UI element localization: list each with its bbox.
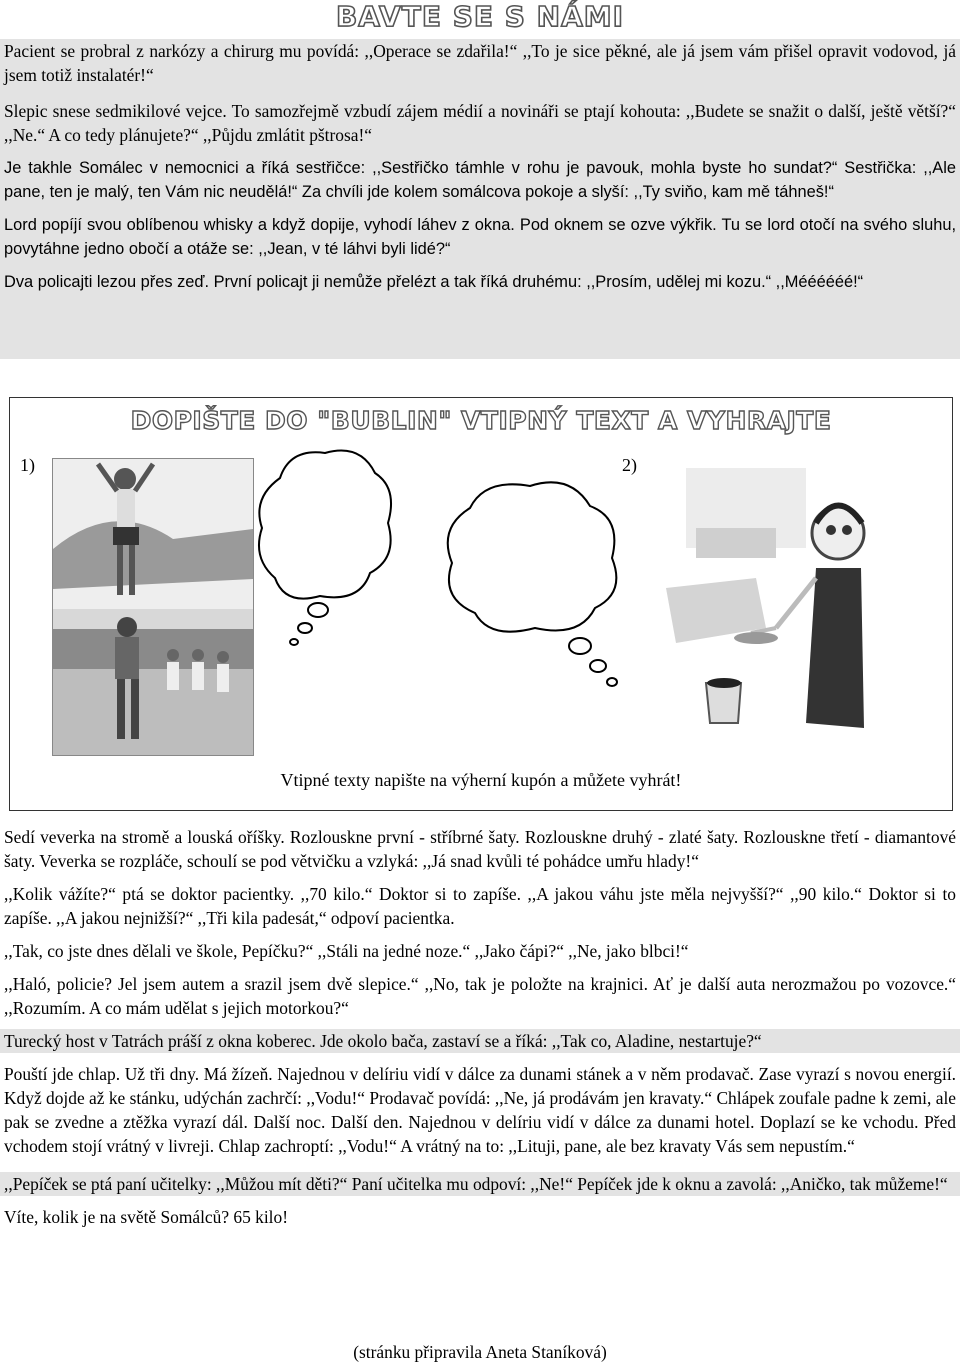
thought-bubble-2 xyxy=(430,468,630,698)
joke-policie-slepice: ,,Haló, policie? Jel jsem autem a srazil jsem dvě slepice.“ ,,No, tak je položte na krajnici. Ať je další auta nerozmažou po vozovce.“ ,,Rozumím. A co mám udělat s jejich motorkou?“ xyxy=(4,974,956,1018)
joke-pepicek-skola: ,,Tak, co jste dnes dělali ve škole, Pepíčku?“ ,,Stáli na jedné noze.“ ,,Jako čápi?“ ,,Ne, jako blbci!“ xyxy=(4,941,689,961)
contest-title: DOPIŠTE DO "BUBLIN" VTIPNÝ TEXT A VYHRAJTE xyxy=(130,406,832,435)
joke-turecky-host: Turecký host v Tatrách práší z okna koberec. Jde okolo bača, zastaví se a říká: ,,Tak co, Aladine, nestartuje?“ xyxy=(0,1029,960,1053)
joke-veverka: Sedí veverka na stromě a louská oříšky. Rozlouskne první - stříbrné šaty. Rozlouskne druhý - zlaté šaty. Rozlouskne třetí - diamantové šaty. Veverka se rozpláče, schoulí se pod větvičku a vzlyká: ,,Já snad kvůli té pohádce umřu hlady!“ xyxy=(4,827,956,871)
skeleton-photo xyxy=(666,468,866,764)
joke-somalci-kilo: Víte, kolik je na světě Somálců? 65 kilo! xyxy=(4,1207,288,1227)
contest-footer: Vtipné texty napište na výherní kupón a můžete vyhrát! xyxy=(280,770,682,790)
jokes-top-section xyxy=(0,39,960,359)
joke-somalec-pavouk: Je takhle Somálec v nemocnici a říká sestřičce: ,,Sestřičko támhle v rohu je pavouk, mohla byste ho sundat?“ Sestřička: ,,Ale pane, ten je malý, ten Vám nic neudělá!“ Za chvíli jde kolem somálcova pokoje a slyší: ,,Ty sviňo, kam mě táhneš!“ xyxy=(4,159,956,201)
joke-slepice-vejce: Slepic snese sedmikilové vejce. To samozřejmě vzbudí zájem médií a novináři se ptají kohouta: ,,Budete se snažit o další, ještě větší?“ ,,Ne.“ A co tedy plánujete?“ ,,Půjdu zmlátit pštrosa!“ xyxy=(4,101,956,145)
contest-box xyxy=(9,397,953,811)
joke-doktor-vaha: ,,Kolik vážíte?“ ptá se doktor pacientky. ,,70 kilo.“ Doktor si to zapíše. ,,A jakou váhu jste měla nejvyšší?“ ,,90 kilo.“ Doktor si to zapíše. ,,A jakou nejnižší?“ ,,Tři kila padesát,“ odpoví pacientka. xyxy=(4,884,956,928)
contest-label-2: 2) xyxy=(622,455,637,475)
page-title: BAVTE SE S NÁMI xyxy=(335,0,625,33)
joke-narkoza: Pacient se probral z narkózy a chirurg mu povídá: ,,Operace se zdařila!“ ,,To je sice pěkné, ale já jsem vám přišel opravit vodovod, já jsem totiž instalatér!“ xyxy=(4,41,956,85)
jokes-bottom-section xyxy=(0,825,960,1229)
joke-policajti: Dva policajti lezou přes zeď. První policajt ji nemůže přelézt a tak říká druhému: ,,Prosím, udělej mi kozu.“ ,,Méééééé!“ xyxy=(4,273,864,291)
joke-lord-whisky: Lord popíjí svou oblíbenou whisky a když dopije, vyhodí láhev z okna. Pod oknem se ozve výkřik. Tu se lord otočí na svého sluhu, povytáhne jedno obočí a otáže se: ,,Jean, v té láhvi byli lidé?“ xyxy=(4,216,956,258)
cheerleader-photo xyxy=(52,458,254,756)
thought-bubble-1 xyxy=(250,438,400,653)
joke-pepicek-deti: ,,Pepíček se ptá paní učitelky: ,,Můžou mít děti?“ Paní učitelka mu odpoví: ,,Ne!“ Pepíček jde k oknu a zavolá: ,,Aničko, tak můžeme!“ xyxy=(0,1172,960,1196)
page-credit: (stránku připravila Aneta Staníková) xyxy=(353,1342,607,1362)
contest-label-1: 1) xyxy=(20,455,35,475)
joke-poust-kravaty: Pouští jde chlap. Už tři dny. Má žízeň. Najednou v delíriu vidí v dálce za dunami stánek a v něm prodavač. Zase vyrazí s novou energií. Když dojde až ke stánku, udýchán zachrčí: ,,Vodu!“ Prodavač povídá: ,,Ne, já prodávám jen kravaty.“ Chlápek zoufale padne k zemi, ale pak se zvedne a ztěžka vyrazí dál. Další noc. Další den. Najednou v delíriu vidí v dálce za dunami hotel. Doplazí se ke vchodu. Před vchodem stojí vrátný v livreji. Chlap zachroptí: ,,Vodu!“ A vrátný na to: ,,Lituji, pane, ale bez kravaty Vás sem nepustím.“ xyxy=(4,1064,956,1156)
